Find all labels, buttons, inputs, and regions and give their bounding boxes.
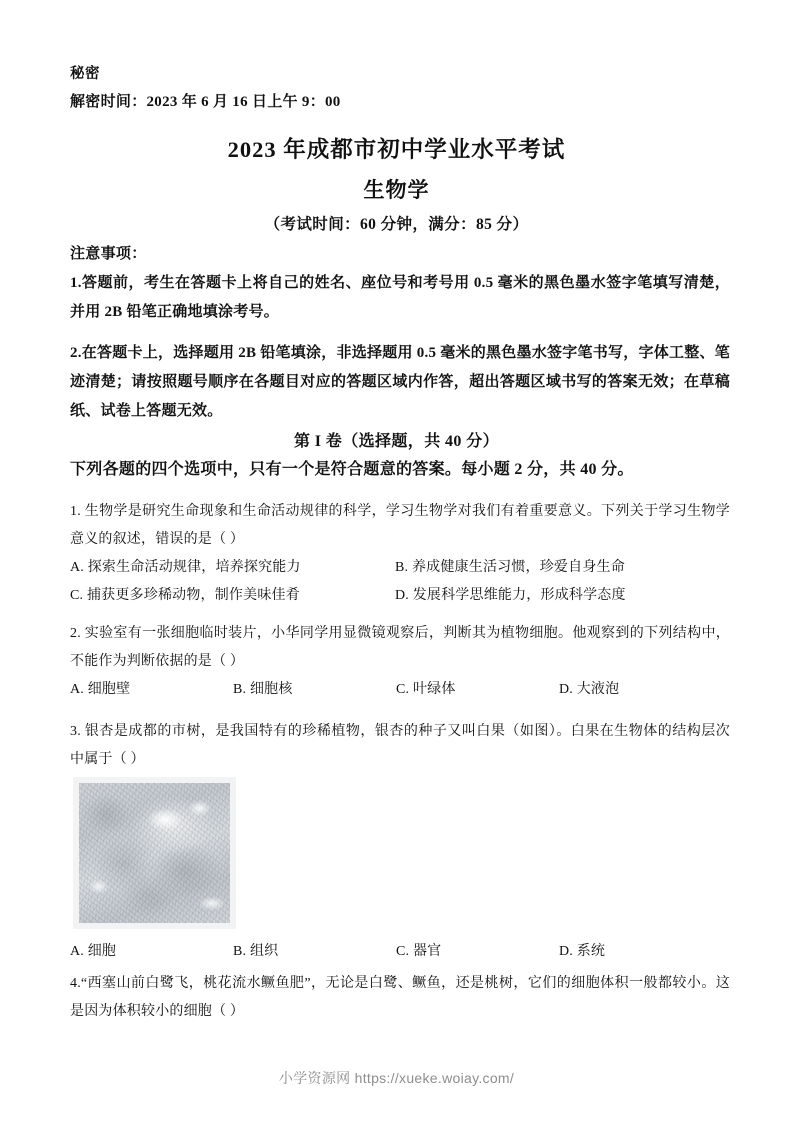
question-2-option-c[interactable]: C. 叶绿体 — [396, 682, 456, 697]
ginkgo-seeds-photo — [73, 777, 236, 929]
question-2-options-row — [70, 676, 730, 704]
notice-heading: 注意事项： — [70, 246, 147, 262]
question-3 — [70, 718, 730, 774]
question-2-stem: 2. 实验室有一张细胞临时装片，小华同学用显微镜观察后，判断其为植物细胞。他观察到的下列结构中，不能作为判断依据的是（ ） — [70, 626, 730, 669]
question-2-option-d[interactable]: D. 大液泡 — [559, 682, 620, 697]
question-3-option-b[interactable]: B. 组织 — [233, 944, 279, 959]
question-4 — [70, 970, 730, 1026]
subject-title: 生物学 — [363, 178, 430, 202]
question-3-options — [70, 938, 730, 966]
question-3-option-d[interactable]: D. 系统 — [559, 944, 606, 959]
question-1 — [70, 498, 730, 610]
question-3-option-a[interactable]: A. 细胞 — [70, 944, 117, 959]
decrypt-time-label: 解密时间：2023 年 6 月 16 日上午 9：00 — [70, 94, 341, 110]
question-2-option-b[interactable]: B. 细胞核 — [233, 682, 293, 697]
section-instruction: 下列各题的四个选项中，只有一个是符合题意的答案。每小题 2 分，共 40 分。 — [70, 461, 634, 478]
question-3-options-row — [70, 938, 730, 966]
page-title: 2023 年成都市初中学业水平考试 — [227, 137, 566, 162]
question-3-stem: 3. 银杏是成都的市树，是我国特有的珍稀植物，银杏的种子又叫白果（如图）。白果在生物体的结构层次中属于（ ） — [70, 724, 730, 767]
question-1-option-a[interactable]: A. 探索生命活动规律，培养探究能力 — [70, 560, 301, 575]
question-4-stem: 4.“西塞山前白鹭飞，桃花流水鳜鱼肥”，无论是白鹭、鳜鱼，还是桃树，它们的细胞体积一般都较小。这是因为体积较小的细胞（ ） — [70, 976, 730, 1019]
notice-item-1: 1.答题前，考生在答题卡上将自己的姓名、座位号和考号用 0.5 毫米的黑色墨水签字笔填写清楚，并用 2B 铅笔正确地填涂考号。 — [70, 275, 730, 320]
section-header: 第 I 卷（选择题，共 40 分） — [293, 433, 500, 450]
exam-meta-label: （考试时间：60 分钟，满分：85 分） — [264, 216, 529, 233]
question-1-option-c[interactable]: C. 捕获更多珍稀动物，制作美味佳肴 — [70, 588, 300, 603]
question-3-option-c[interactable]: C. 器官 — [396, 944, 442, 959]
classification-label: 秘密 — [70, 66, 100, 82]
question-1-option-b[interactable]: B. 养成健康生活习惯，珍爱自身生命 — [395, 560, 625, 575]
question-1-options-row-1 — [70, 554, 730, 582]
ginkgo-seeds-photo-highlights — [79, 783, 230, 923]
question-1-options-row-2 — [70, 582, 730, 610]
question-2 — [70, 620, 730, 704]
notice-item-2: 2.在答题卡上，选择题用 2B 铅笔填涂，非选择题用 0.5 毫米的黑色墨水签字笔书写，字体工整、笔迹清楚；请按照题号顺序在各题目对应的答题区域内作答，超出答题区域书写的答案无效；在草稿纸、试卷上答题无效。 — [70, 345, 731, 419]
question-1-option-d[interactable]: D. 发展科学思维能力，形成科学态度 — [395, 588, 626, 603]
question-2-option-a[interactable]: A. 细胞壁 — [70, 682, 131, 697]
question-1-stem: 1. 生物学是研究生命现象和生命活动规律的科学，学习生物学对我们有着重要意义。下列关于学习生物学意义的叙述，错误的是（ ） — [70, 504, 730, 547]
footer-watermark: 小学资源网 https://xueke.woiay.com/ — [278, 1070, 515, 1086]
